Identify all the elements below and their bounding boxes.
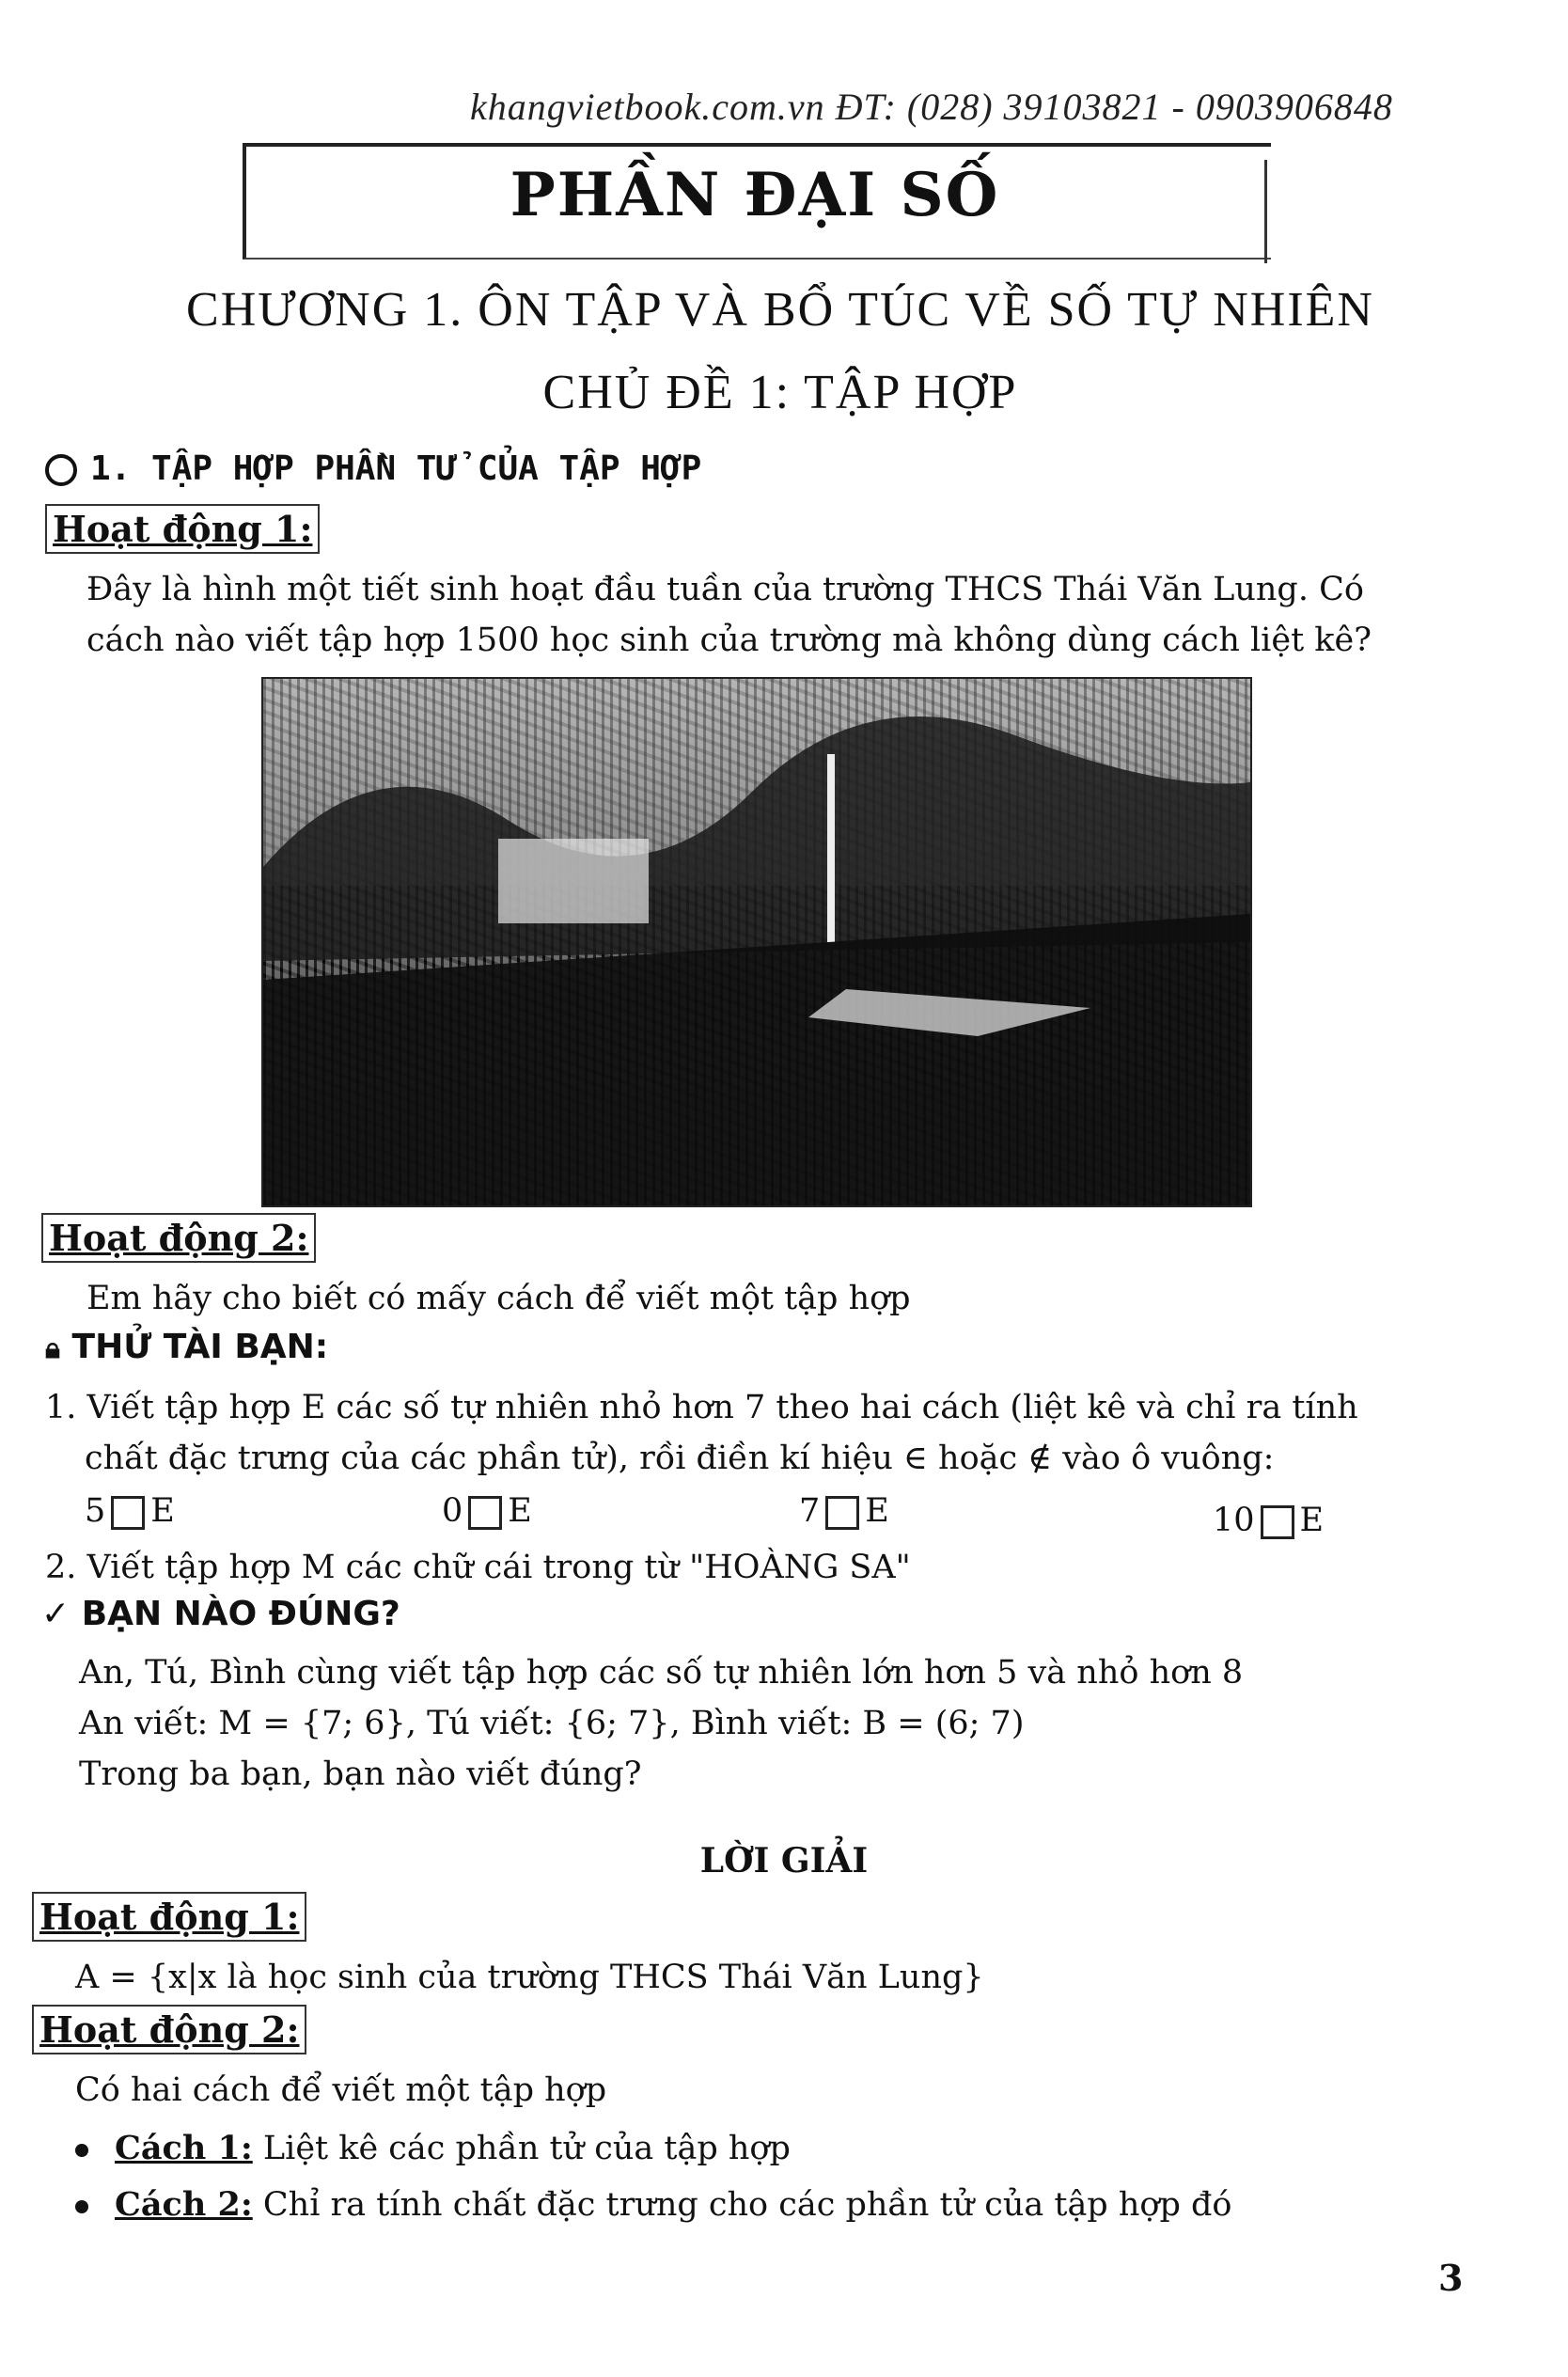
- activity1-line1: Đây là hình một tiết sinh hoạt đầu tuần của trường THCS Thái Văn Lung. Có: [86, 571, 1364, 608]
- way2-label: Cách 2:: [115, 2185, 253, 2224]
- who-line2: An viết: M = {7; 6}, Tú viết: {6; 7}, Bình viết: B = (6; 7): [79, 1705, 1025, 1742]
- activity1-text: [86, 564, 1497, 666]
- try-heading-text: THỬ TÀI BẠN:: [71, 1328, 329, 1366]
- answer-box[interactable]: [825, 1496, 859, 1530]
- membership-4-right: E: [1299, 1502, 1325, 1539]
- section-heading: [45, 449, 701, 488]
- who-heading-text: BẠN NÀO ĐÚNG?: [81, 1595, 400, 1633]
- who-text: [79, 1647, 1489, 1800]
- lock-icon: 🔒︎: [45, 1332, 60, 1365]
- way2-text: Chỉ ra tính chất đặc trưng cho các phần tử của tập hợp đó: [252, 2186, 1232, 2224]
- activity2-label: Hoạt động 2:: [41, 1213, 316, 1263]
- membership-1-left: 5: [85, 1492, 106, 1530]
- check-icon: ✓: [41, 1595, 71, 1633]
- who-line1: An, Tú, Bình cùng viết tập hợp các số tự nhiên lớn hơn 5 và nhỏ hơn 8: [79, 1654, 1244, 1692]
- section-number: 1.: [90, 449, 132, 488]
- topic-title: CHỦ ĐỀ 1: TẬP HỢP: [542, 366, 1018, 419]
- solution-act1-label-wrap: [32, 1896, 306, 1938]
- activity1-label-wrap: [45, 508, 320, 550]
- publisher-header: khangvietbook.com.vn ĐT: (028) 39103821 - 0903906848: [470, 86, 1393, 128]
- try-item1-line2: chất đặc trưng của các phần tử), rồi điền kí hiệu ∈ hoặc ∉ vào ô vuông:: [85, 1440, 1275, 1477]
- solution-act1-label: Hoạt động 1:: [32, 1892, 306, 1942]
- membership-3-right: E: [865, 1492, 889, 1530]
- try-item1-line1: 1. Viết tập hợp E các số tự nhiên nhỏ hơn 7 theo hai cách (liệt kê và chỉ ra tính: [45, 1389, 1358, 1426]
- way1-text: Liệt kê các phần tử của tập hợp: [252, 2130, 791, 2167]
- way1-item: [75, 2123, 791, 2174]
- activity2-label-wrap: [41, 1217, 316, 1259]
- membership-3: [799, 1486, 889, 1536]
- bullet-icon: [75, 2200, 88, 2213]
- who-heading: [41, 1595, 400, 1633]
- part-title: PHẦN ĐẠI SỐ: [510, 160, 1000, 230]
- activity1-label: Hoạt động 1:: [45, 504, 320, 554]
- section-title: TẬP HỢP PHẦN TỬ CỦA TẬP HỢP: [151, 449, 702, 488]
- activity1-line2: cách nào viết tập hợp 1500 học sinh của trường mà không dùng cách liệt kê?: [86, 622, 1372, 659]
- membership-1: [85, 1486, 175, 1536]
- solution-heading: LỜI GIẢI: [699, 1841, 869, 1881]
- membership-4: [1213, 1495, 1324, 1546]
- answer-box[interactable]: [468, 1496, 502, 1530]
- photo-illustration: [263, 679, 1250, 1205]
- chapter-title: CHƯƠNG 1. ÔN TẬP VÀ BỔ TÚC VỀ SỐ TỰ NHIÊN: [186, 283, 1374, 337]
- solution-act1-text: A = {x|x là học sinh của trường THCS Thái Văn Lung}: [75, 1959, 984, 1996]
- circle-icon: [45, 454, 77, 486]
- membership-2-right: E: [508, 1492, 532, 1530]
- try-item2: 2. Viết tập hợp M các chữ cái trong từ "HOÀNG SA": [45, 1549, 911, 1586]
- way1-label: Cách 1:: [115, 2129, 253, 2167]
- try-item1: [45, 1382, 1512, 1484]
- membership-4-left: 10: [1213, 1502, 1255, 1539]
- page-number: 3: [1438, 2257, 1464, 2299]
- try-heading: [45, 1328, 328, 1366]
- membership-2: [442, 1486, 532, 1536]
- assembly-photo: [261, 677, 1252, 1207]
- membership-3-left: 7: [799, 1492, 821, 1530]
- bullet-icon: [75, 2144, 88, 2157]
- who-line3: Trong ba bạn, bạn nào viết đúng?: [79, 1755, 642, 1793]
- solution-act2-label: Hoạt động 2:: [32, 2005, 306, 2054]
- way2-item: [75, 2180, 1231, 2230]
- answer-box[interactable]: [111, 1496, 145, 1530]
- solution-act2-text: Có hai cách để viết một tập hợp: [75, 2071, 607, 2109]
- membership-2-left: 0: [442, 1492, 463, 1530]
- membership-1-right: E: [150, 1492, 175, 1530]
- solution-act2-label-wrap: [32, 2008, 306, 2051]
- answer-box[interactable]: [1261, 1505, 1294, 1539]
- activity2-text: Em hãy cho biết có mấy cách để viết một tập hợp: [86, 1280, 911, 1317]
